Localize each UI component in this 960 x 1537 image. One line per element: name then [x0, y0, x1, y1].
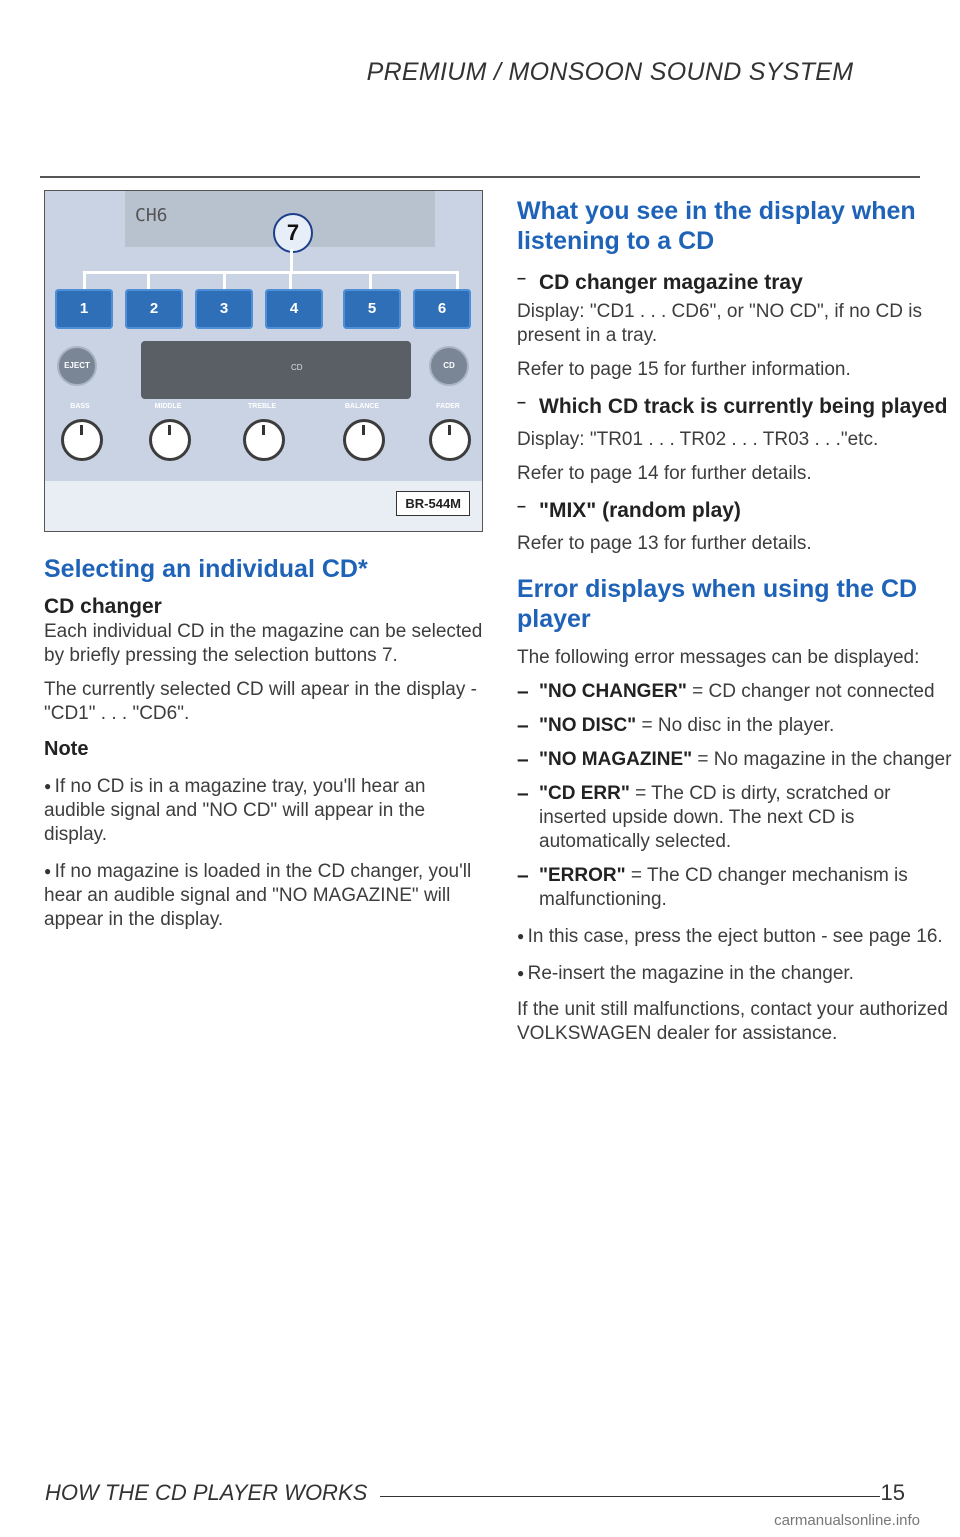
error-desc: = No magazine in the changer [692, 749, 952, 770]
item-title-mix: "MIX" (random play) [539, 499, 741, 522]
error-desc: = CD changer not connected [686, 681, 935, 702]
section-heading-selecting: Selecting an individual CD* [44, 555, 368, 583]
para-error-intro: The following error messages can be displayed: [517, 647, 920, 668]
knob-label-fader: FADER [436, 403, 460, 410]
preset-button-3: 3 [195, 289, 253, 329]
error-item-error [517, 864, 953, 912]
bracket-tick-2 [147, 271, 150, 289]
dash: – [517, 498, 526, 515]
right-column [517, 196, 953, 1046]
preset-button-5: 5 [343, 289, 401, 329]
item-magazine-tray [517, 270, 953, 296]
error-text [539, 748, 953, 772]
error-item-cd-err [517, 782, 953, 854]
dash: – [517, 748, 529, 771]
para-contact-dealer: If the unit still malfunctions, contact your authorized VOLKSWAGEN dealer for assistance. [517, 999, 948, 1044]
dash: – [517, 864, 529, 887]
note-title: Note [44, 738, 89, 760]
lcd-text: CH6 [135, 205, 168, 226]
para-selection: Each individual CD in the magazine can be selected by briefly pressing the selection buttons 7. [44, 621, 483, 666]
knob-label-balance: BALANCE [344, 403, 380, 410]
bracket-tick-4 [289, 271, 292, 289]
error-desc: = The CD changer mechanism is malfunctioning. [539, 865, 908, 910]
bracket-stem [290, 249, 293, 271]
note-text-2: If no magazine is loaded in the CD changer, you'll hear an audible signal and "NO MAGAZINE" will appear in the display. [44, 861, 472, 930]
knob-label-middle: MIDDLE [154, 403, 182, 410]
preset-button-1: 1 [55, 289, 113, 329]
middle-knob [149, 419, 191, 461]
note-bullet-2 [44, 859, 489, 932]
section-heading-errors: Error displays when using the CD player [517, 575, 918, 633]
para-refer-13: Refer to page 13 for further details. [517, 533, 812, 554]
cd-button: CD [429, 346, 469, 386]
error-text [539, 782, 953, 854]
error-item-no-disc [517, 714, 953, 738]
knob-label-treble: TREBLE [248, 403, 276, 410]
watermark: carmanualsonline.info [774, 1512, 920, 1529]
error-item-no-magazine [517, 748, 953, 772]
item-track [517, 394, 953, 420]
error-text [539, 680, 953, 704]
bracket-line [83, 271, 459, 274]
error-item-no-changer [517, 680, 953, 704]
bass-knob [61, 419, 103, 461]
error-code: "NO MAGAZINE" [539, 749, 693, 770]
knob-label-bass: BASS [70, 403, 90, 410]
radio-figure [44, 190, 483, 532]
bracket-tick-5 [369, 271, 372, 289]
footer-rule [380, 1496, 880, 1497]
section-heading-display: What you see in the display when listening to a CD [517, 197, 916, 255]
error-text [539, 714, 953, 738]
eject-button: EJECT [57, 346, 97, 386]
cd-slot [141, 341, 411, 399]
dash: – [517, 782, 529, 805]
bullet-reinsert [517, 961, 953, 986]
footer-title: HOW THE CD PLAYER WORKS [45, 1480, 368, 1505]
fader-knob [429, 419, 471, 461]
error-code: "ERROR" [539, 865, 626, 886]
bracket-tick-6 [456, 271, 459, 289]
para-refer-14: Refer to page 14 for further details. [517, 463, 812, 484]
page-number: 15 [880, 1480, 905, 1505]
error-code: "CD ERR" [539, 783, 630, 804]
bullet-text-eject: In this case, press the eject button - see page 16. [527, 926, 943, 947]
bullet-eject [517, 924, 953, 949]
item-title-track: Which CD track is currently being played [539, 395, 948, 418]
slot-logo: CD [291, 363, 303, 372]
dash: – [517, 394, 526, 411]
error-code: "NO CHANGER" [539, 681, 687, 702]
item-title-magazine-tray: CD changer magazine tray [539, 271, 803, 294]
note-bullet-1 [44, 774, 489, 847]
error-desc: = The CD is dirty, scratched or inserted upside down. The next CD is automatically selected. [539, 783, 891, 852]
dash: – [517, 680, 529, 703]
preset-button-6: 6 [413, 289, 471, 329]
balance-knob [343, 419, 385, 461]
page-footer [45, 1480, 925, 1510]
para-display-track: Display: "TR01 . . . TR02 . . . TR03 . . ."etc. [517, 429, 879, 450]
para-current-cd: The currently selected CD will apear in the display - "CD1" . . . "CD6". [44, 679, 477, 724]
preset-button-4: 4 [265, 289, 323, 329]
preset-button-2: 2 [125, 289, 183, 329]
bullet-text-reinsert: Re-insert the magazine in the changer. [527, 963, 854, 984]
page-header: PREMIUM / MONSOON SOUND SYSTEM [366, 58, 854, 86]
item-mix [517, 498, 953, 524]
header-rule [40, 176, 920, 178]
dash: – [517, 714, 529, 737]
callout-7: 7 [273, 213, 313, 253]
note-text-1: If no CD is in a magazine tray, you'll hear an audible signal and "NO CD" will appear in the display. [44, 776, 426, 845]
bracket-tick-1 [83, 271, 86, 289]
error-desc: = No disc in the player. [636, 715, 835, 736]
subheading-cd-changer: CD changer [44, 595, 162, 618]
bracket-tick-3 [223, 271, 226, 289]
para-refer-15: Refer to page 15 for further information. [517, 359, 851, 380]
error-code: "NO DISC" [539, 715, 637, 736]
error-text [539, 864, 953, 912]
para-display-cd: Display: "CD1 . . . CD6", or "NO CD", if no CD is present in a tray. [517, 301, 922, 346]
figure-code: BR-544M [396, 491, 470, 516]
treble-knob [243, 419, 285, 461]
dash: – [517, 270, 526, 287]
left-column [44, 190, 489, 932]
